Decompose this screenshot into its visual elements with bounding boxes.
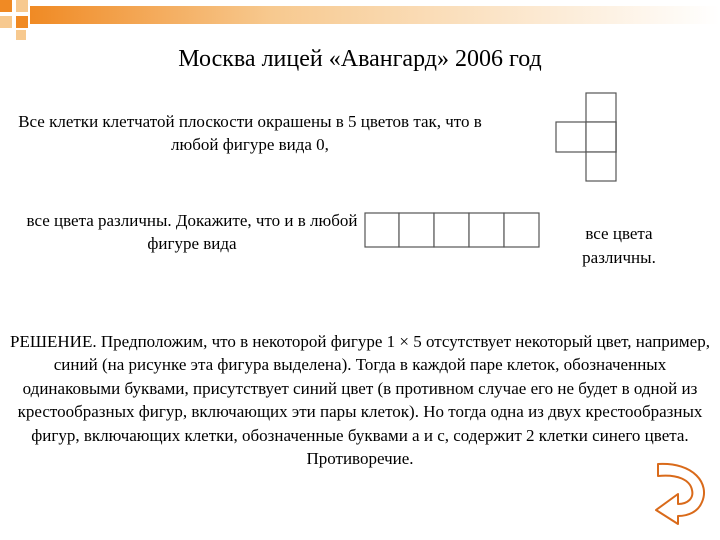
corner-square xyxy=(16,0,28,12)
row-cell xyxy=(365,213,399,247)
cross-cell xyxy=(586,152,616,181)
header-gradient-bar xyxy=(30,6,720,24)
cross-figure xyxy=(554,92,618,182)
problem-statement-part1: Все клетки клетчатой плоскости окрашены в 5 цветов так, что в любой фигуре вида 0, xyxy=(18,112,482,154)
row-cell xyxy=(504,213,539,247)
solution-text: РЕШЕНИЕ. Предположим, что в некоторой фигуре 1 × 5 отсутствует некоторый цвет, например, синий (на рисунке эта фигура выделена). Тогда в каждой паре клеток, обозначенных одинаковыми буквами, присутствует синий цвет (в противном случае его не будет в одной из крестообразных фигур, включающих эти пары клеток). Но тогда одна из двух крестообразных фигур, включающих клетки, обозначенные буквами а и с, содержит 2 клетки синего цвета. Противоречие. xyxy=(10,332,710,469)
cross-cell xyxy=(556,122,586,152)
problem-statement-part2: все цвета различны. Докажите, что и в любой фигуре вида xyxy=(26,211,358,253)
corner-square xyxy=(16,16,28,28)
corner-square xyxy=(0,0,12,12)
row-cell xyxy=(434,213,469,247)
cross-cell xyxy=(586,93,616,122)
corner-square xyxy=(16,30,26,40)
row-cell xyxy=(399,213,434,247)
corner-square xyxy=(0,16,12,28)
problem-statement-part3: все цвета различны. xyxy=(582,224,656,267)
cross-cell xyxy=(586,122,616,152)
slide-title: Москва лицей «Авангард» 2006 год xyxy=(178,46,542,72)
row-cell xyxy=(469,213,504,247)
header-decoration xyxy=(0,0,720,40)
curved-return-arrow-icon[interactable] xyxy=(648,460,710,526)
row-figure-1x5 xyxy=(364,211,540,249)
